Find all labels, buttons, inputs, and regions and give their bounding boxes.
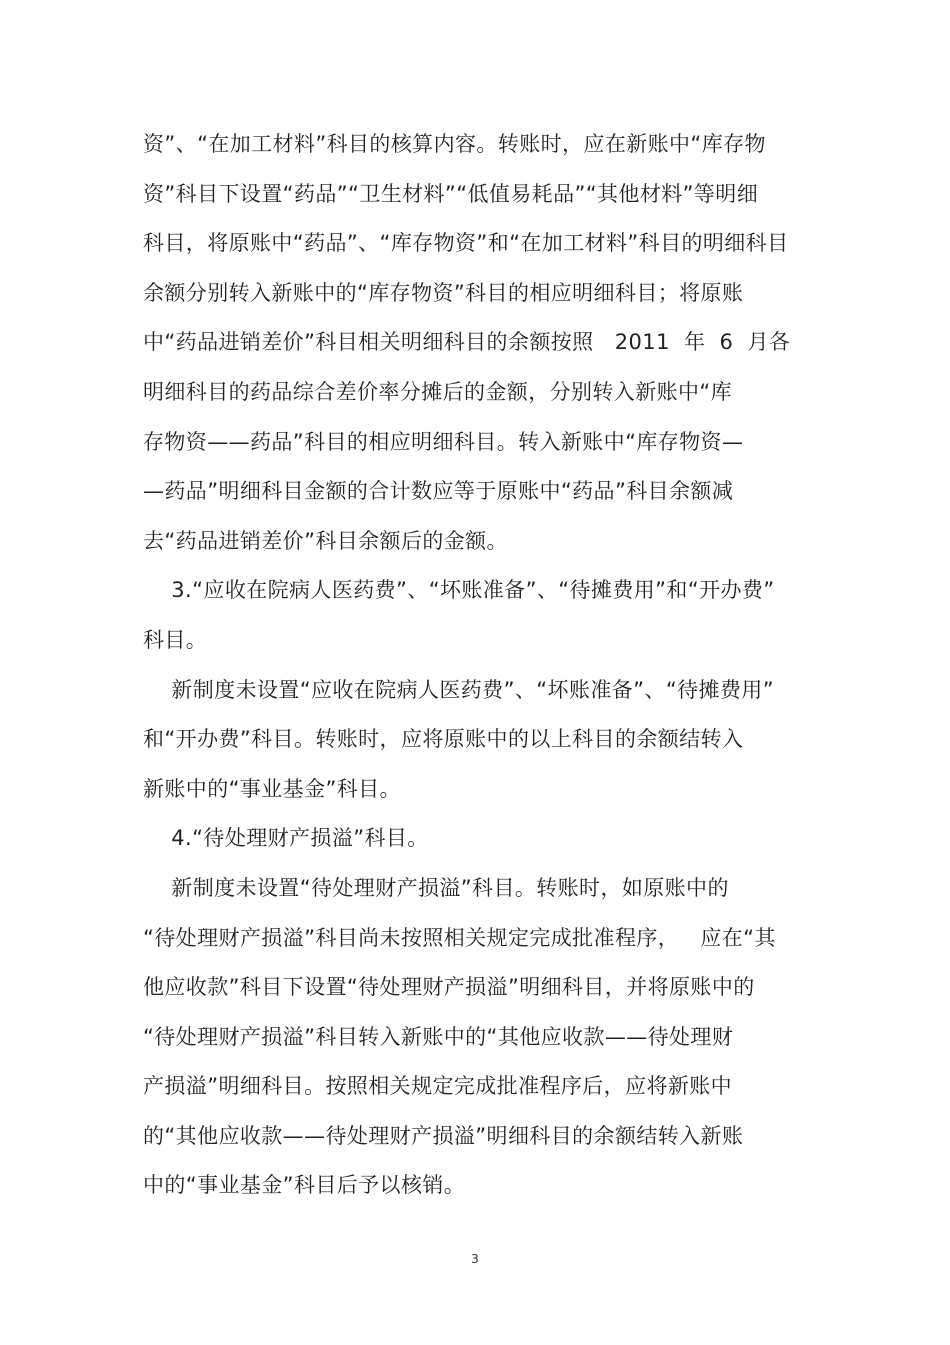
text-line-22: 中的“事业基金”科目后予以核销。 bbox=[143, 1173, 466, 1198]
text-line-9: 去“药品进销差价”科目余额后的金额。 bbox=[143, 528, 508, 553]
text-line-7: 存物资——药品”科目的相应明细科目。转入新账中“库存物资— bbox=[143, 429, 744, 454]
text-line-4: 余额分别转入新账中的“库存物资”科目的相应明细科目；将原账 bbox=[143, 280, 744, 305]
text-line-17: “待处理财产损溢”科目尚未按照相关规定完成批准程序， 应在“其 bbox=[143, 925, 776, 950]
text-line-3: 科目，将原账中“药品”、“库存物资”和“在加工材料”科目的明细科目 bbox=[143, 231, 789, 256]
text-line-6: 明细科目的药品综合差价率分摊后的金额，分别转入新账中“库 bbox=[143, 379, 733, 404]
text-line-2: 资”科目下设置“药品”“卫生材料”“低值易耗品”“其他材料”等明细 bbox=[143, 181, 759, 206]
text-line-13: 和“开办费”科目。转账时，应将原账中的以上科目的余额结转入 bbox=[143, 727, 744, 752]
text-line-20: 产损溢”明细科目。按照相关规定完成批准程序后，应将新账中 bbox=[143, 1074, 733, 1099]
text-line-19: “待处理财产损溢”科目转入新账中的“其他应收款——待处理财 bbox=[143, 1024, 734, 1049]
text-line-5: 中“药品进销差价”科目相关明细科目的余额按照 2011 年 6 月各 bbox=[143, 330, 791, 355]
text-line-21: 的“其他应收款——待处理财产损溢”明细科目的余额结转入新账 bbox=[143, 1123, 744, 1148]
text-line-11: 科目。 bbox=[143, 627, 208, 652]
text-line-14: 新账中的“事业基金”科目。 bbox=[143, 776, 401, 801]
text-line-1: 资”、“在加工材料”科目的核算内容。转账时，应在新账中“库存物 bbox=[143, 132, 766, 156]
text-line-18: 他应收款”科目下设置“待处理财产损溢”明细科目，并将原账中的 bbox=[143, 975, 755, 1000]
text-line-12: 新制度未设置“应收在院病人医药费”、“坏账准备”、“待摊费用” bbox=[143, 677, 774, 702]
text-line-16: 新制度未设置“待处理财产损溢”科目。转账时，如原账中的 bbox=[143, 875, 729, 900]
page-number: 3 bbox=[471, 1252, 479, 1266]
text-line-10: 3.“应收在院病人医药费”、“坏账准备”、“待摊费用”和“开办费” bbox=[143, 578, 775, 603]
text-line-8: —药品”明细科目金额的合计数应等于原账中“药品”科目余额减 bbox=[143, 479, 734, 504]
body-text bbox=[143, 128, 863, 1219]
text-line-15: 4.“待处理财产损溢”科目。 bbox=[143, 826, 429, 851]
